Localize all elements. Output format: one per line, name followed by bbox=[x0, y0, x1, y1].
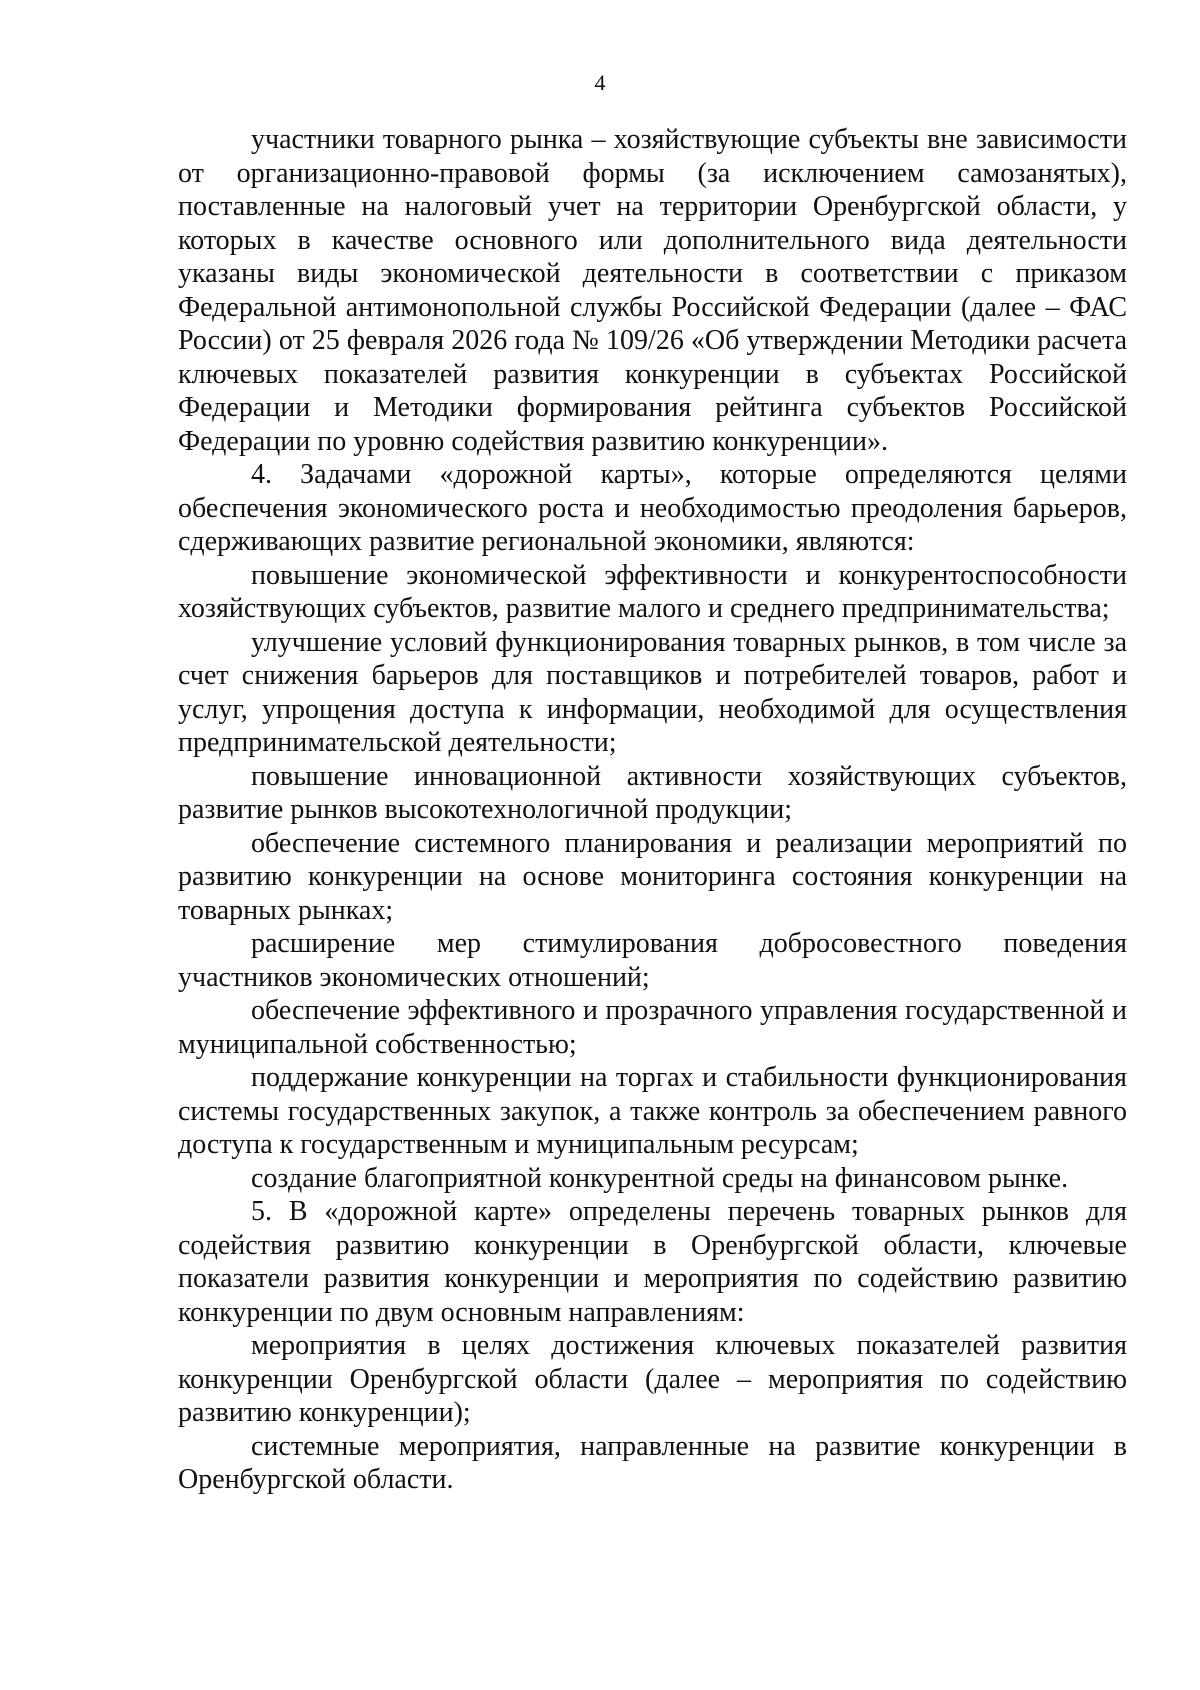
list-item-key-indicator-measures: мероприятия в целях достижения ключевых показателей развития конкуренции Оренбургской области (далее – мероприятия по содействию развитию конкуренции); bbox=[178, 1330, 1127, 1428]
paragraph-roadmap-objectives-intro: 4. Задачами «дорожной карты», которые определяются целями обеспечения экономического роста и необходимостью преодоления барьеров, сдерживающих развитие региональной экономики, являются: bbox=[178, 459, 1127, 557]
list-item-systematic-planning: обеспечение системного планирования и реализации мероприятий по развитию конкуренции на основе мониторинга состояния конкуренции на товарных рынках; bbox=[178, 827, 1127, 926]
list-item-financial-market: создание благоприятной конкурентной среды на финансовом рынке. bbox=[251, 1162, 1069, 1194]
paragraph-market-participants-definition: участники товарного рынка – хозяйствующие субъекты вне зависимости от организационно-правовой формы (за исключением самозанятых), поставленные на налоговый учет на территории Оренбургской области, у которых в качестве основного или дополнительного вида деятельности указаны виды экономической деятельности в соответствии с приказом Федеральной антимонопольной службы Российской Федерации (далее – ФАС России) от 25 февраля 2026 года № 109/26 «Об утверждении Методики расчета ключевых показателей развития конкуренции в субъектах Российской Федерации и Методики формирования рейтинга субъектов Российской Федерации по уровню содействия развитию конкуренции». bbox=[178, 124, 1127, 457]
paragraph-roadmap-directions: 5. В «дорожной карте» определены перечень товарных рынков для содействия развитию конкуренции в Оренбургской области, ключевые показатели развития конкуренции и мероприятия по содействию развитию конкуренции по двум основным направлениям: bbox=[178, 1196, 1127, 1328]
page-number: 4 bbox=[594, 70, 606, 95]
document-body bbox=[178, 123, 1127, 1497]
list-item-incentives: расширение мер стимулирования добросовестного поведения участников экономических отношений; bbox=[178, 928, 1127, 993]
list-item-innovation-activity: повышение инновационной активности хозяйствующих субъектов, развитие рынков высокотехнологичной продукции; bbox=[178, 760, 1127, 825]
list-item-property-management: обеспечение эффективного и прозрачного управления государственной и муниципальной собственностью; bbox=[178, 995, 1127, 1060]
list-item-economic-efficiency: повышение экономической эффективности и конкурентоспособности хозяйствующих субъектов, развитие малого и среднего предпринимательства; bbox=[178, 559, 1127, 624]
list-item-systemic-measures: системные мероприятия, направленные на развитие конкуренции в Оренбургской области. bbox=[178, 1430, 1127, 1495]
list-item-market-conditions: улучшение условий функционирования товарных рынков, в том числе за счет снижения барьеров для поставщиков и потребителей товаров, работ и услуг, упрощения доступа к информации, необходимой для осуществления предпринимательской деятельности; bbox=[178, 626, 1127, 758]
list-item-procurement-competition: поддержание конкуренции на торгах и стабильности функционирования системы государственных закупок, а также контроль за обеспечением равного доступа к государственным и муниципальным ресурсам; bbox=[178, 1062, 1127, 1160]
